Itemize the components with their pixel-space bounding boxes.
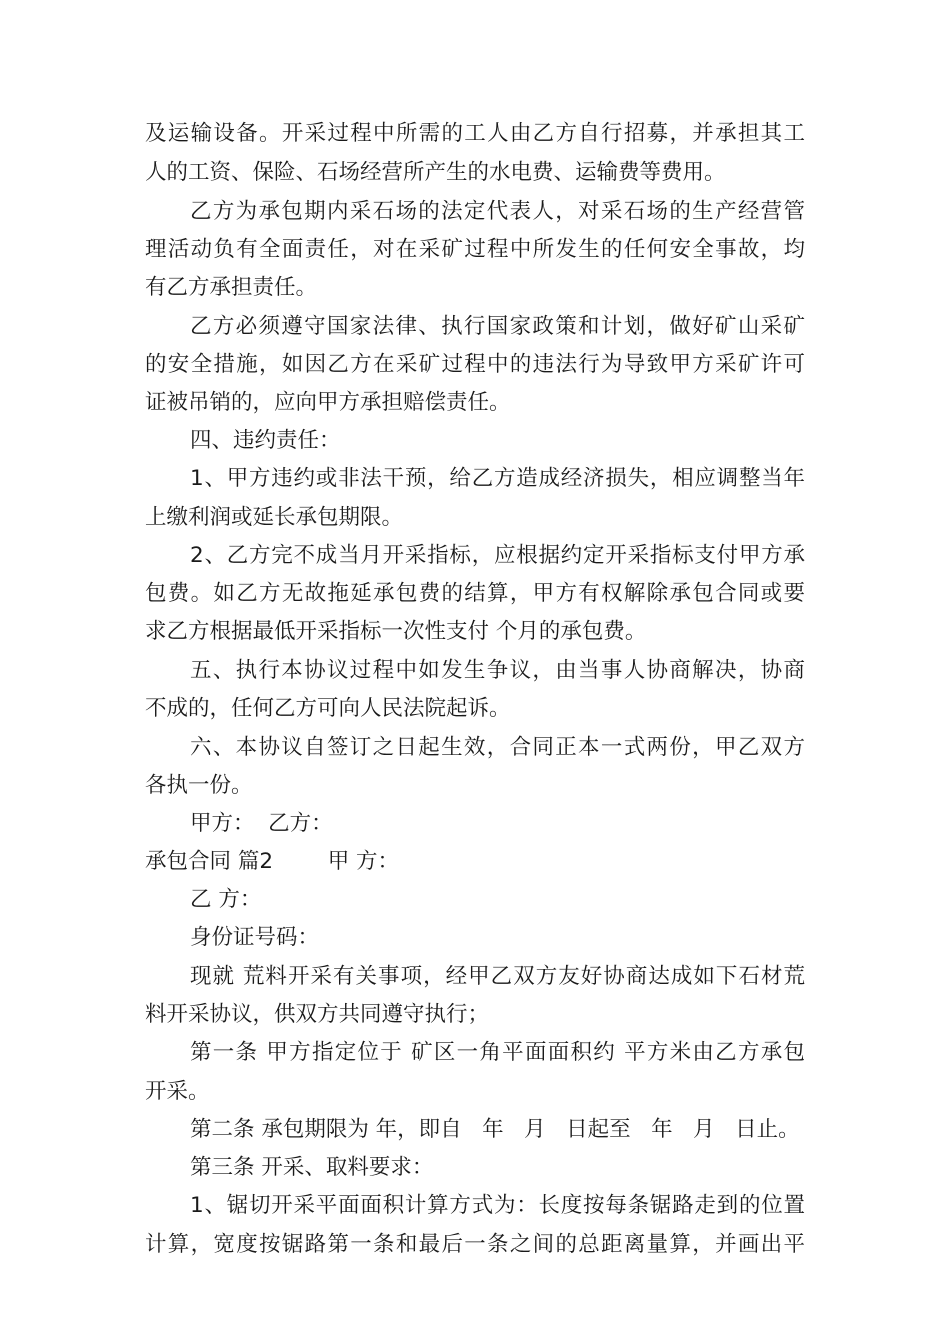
text-line: 求乙方根据最低开采指标一次性支付 个月的承包费。	[145, 619, 647, 644]
id-number-line: 身份证号码：	[190, 925, 320, 950]
text-line: 五、执行本协议过程中如发生争议，由当事人协商解决，协商	[190, 658, 805, 683]
text-line: 2、乙方完不成当月开采指标，应根据约定开采指标支付甲方承	[190, 543, 805, 568]
text-line: 的安全措施，如因乙方在采矿过程中的违法行为导致甲方采矿许可	[145, 352, 805, 377]
text-line: 六、本协议自签订之日起生效，合同正本一式两份，甲乙双方	[190, 735, 805, 760]
text-line: 开采。	[145, 1079, 210, 1104]
text-line: 乙方必须遵守国家法律、执行国家政策和计划，做好矿山采矿	[190, 314, 805, 339]
text-line: 第二条 承包期限为 年，即自 年 月 日起至 年 月 日止。	[190, 1117, 800, 1142]
section-heading: 第三条 开采、取料要求：	[190, 1155, 434, 1180]
text-line: 包费。如乙方无故拖延承包费的结算，甲方有权解除承包合同或要	[145, 581, 805, 606]
text-line: 有乙方承担责任。	[145, 275, 318, 300]
contract-heading: 承包合同 篇2 甲 方：	[145, 849, 400, 874]
text-line: 1、甲方违约或非法干预，给乙方造成经济损失，相应调整当年	[190, 466, 805, 491]
text-line: 证被吊销的，应向甲方承担赔偿责任。	[145, 390, 511, 415]
text-line: 人的工资、保险、石场经营所产生的水电费、运输费等费用。	[145, 160, 726, 185]
text-line: 料开采协议，供双方共同遵守执行；	[145, 1002, 490, 1027]
text-line: 及运输设备。开采过程中所需的工人由乙方自行招募，并承担其工	[145, 121, 805, 146]
text-line: 不成的，任何乙方可向人民法院起诉。	[145, 696, 511, 721]
party-line: 乙 方：	[190, 887, 262, 912]
text-line: 各执一份。	[145, 773, 253, 798]
text-line: 理活动负有全面责任，对在采矿过程中所发生的任何安全事故，均	[145, 237, 805, 262]
text-line: 第一条 甲方指定位于 矿区一角平面面积约 平方米由乙方承包	[190, 1040, 805, 1065]
text-line: 计算，宽度按锯路第一条和最后一条之间的总距离量算，并画出平	[145, 1232, 805, 1257]
text-line: 1、锯切开采平面面积计算方式为：长度按每条锯路走到的位置	[190, 1193, 805, 1218]
signature-line: 甲方： 乙方：	[190, 811, 333, 836]
section-heading: 四、违约责任：	[190, 428, 341, 453]
text-line: 上缴利润或延长承包期限。	[145, 505, 404, 530]
text-line: 乙方为承包期内采石场的法定代表人，对采石场的生产经营管	[190, 199, 805, 224]
text-line: 现就 荒料开采有关事项，经甲乙双方友好协商达成如下石材荒	[190, 964, 805, 989]
